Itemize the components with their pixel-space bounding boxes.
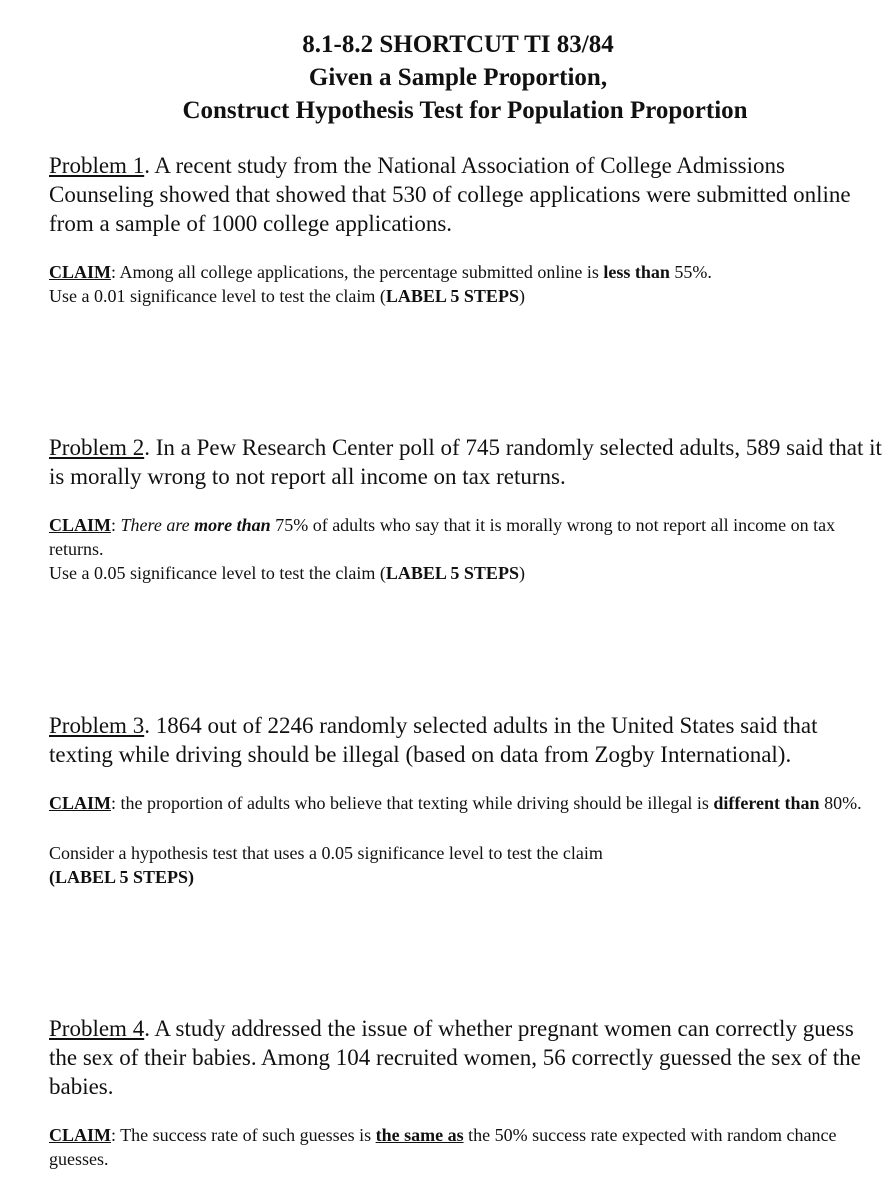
problem-1-label: Problem 1: [49, 153, 145, 178]
problem-1-claim: [49, 260, 885, 284]
problem-1-text: . A recent study from the National Association of College Admissions Counseling showed that showed that 530 of college applications were submitted online from a sample of 1000 college applications.: [49, 153, 851, 236]
claim-text: : Among all college applications, the percentage submitted online is: [111, 262, 604, 282]
claim-text-end: 75% of adults who say that it is morally wrong to not report all income on tax returns.: [49, 515, 836, 559]
claim-emphasis: more than: [194, 515, 271, 535]
sig-text: Use a 0.01 significance level to test the claim (: [49, 286, 386, 306]
problem-3-text: . 1864 out of 2246 randomly selected adults in the United States said that texting while driving should be illegal (based on data from Zogby International).: [49, 713, 818, 767]
problem-4: [49, 1014, 885, 1171]
problem-2-significance: [49, 561, 885, 585]
title-line-1: 8.1-8.2 SHORTCUT TI 83/84: [302, 31, 614, 58]
problem-3: [49, 711, 885, 889]
problem-3-statement: [49, 711, 885, 769]
claim-emphasis: the same as: [375, 1125, 464, 1145]
claim-emphasis: less than: [603, 262, 670, 282]
claim-colon: :: [111, 515, 121, 535]
claim-text: : The success rate of such guesses is: [111, 1125, 376, 1145]
sig-text-end: ): [518, 563, 525, 583]
problem-1-significance: [49, 284, 885, 308]
problem-4-statement: [49, 1014, 885, 1101]
claim-label: CLAIM: [49, 262, 111, 282]
problem-4-text: . A study addressed the issue of whether pregnant women can correctly guess the sex of their babies. Among 104 recruited women, 56 correctly guessed the sex of the babies.: [49, 1016, 861, 1099]
sig-emphasis: LABEL 5 STEPS: [385, 286, 519, 306]
claim-label: CLAIM: [49, 793, 111, 813]
problem-2-claim: [49, 513, 885, 561]
problem-4-claim: [49, 1123, 885, 1171]
claim-emphasis: different than: [713, 793, 820, 813]
claim-text-end: 80%.: [819, 793, 862, 813]
title-line-2: Given a Sample Proportion,: [308, 64, 608, 91]
problem-2-label: Problem 2: [49, 435, 145, 460]
document-title: [0, 28, 888, 127]
sig-text-end: ): [518, 286, 525, 306]
problem-2-statement: [49, 433, 885, 491]
claim-italic: There are: [120, 515, 195, 535]
claim-text-end: 55%.: [669, 262, 712, 282]
claim-text-end: the 50% success rate expected with random chance guesses.: [49, 1125, 837, 1169]
sig-text: Use a 0.05 significance level to test the claim (: [49, 563, 386, 583]
problem-3-significance: Consider a hypothesis test that uses a 0.05 significance level to test the claim: [49, 843, 603, 863]
title-line-3: Construct Hypothesis Test for Population Proportion: [182, 97, 748, 124]
problem-2-text: . In a Pew Research Center poll of 745 randomly selected adults, 589 said that it is morally wrong to not report all income on tax returns.: [49, 435, 882, 489]
claim-label: CLAIM: [49, 1125, 111, 1145]
problem-3-label-steps: (LABEL 5 STEPS): [49, 867, 195, 887]
sig-emphasis: LABEL 5 STEPS: [385, 563, 519, 583]
problem-3-claim: [49, 791, 885, 815]
problem-4-label: Problem 4: [49, 1016, 145, 1041]
problem-1-statement: [49, 151, 885, 238]
problem-1: [49, 151, 885, 308]
problem-2: [49, 433, 885, 585]
claim-text: : the proportion of adults who believe that texting while driving should be illegal is: [111, 793, 714, 813]
claim-label: CLAIM: [49, 515, 111, 535]
problem-3-label: Problem 3: [49, 713, 145, 738]
